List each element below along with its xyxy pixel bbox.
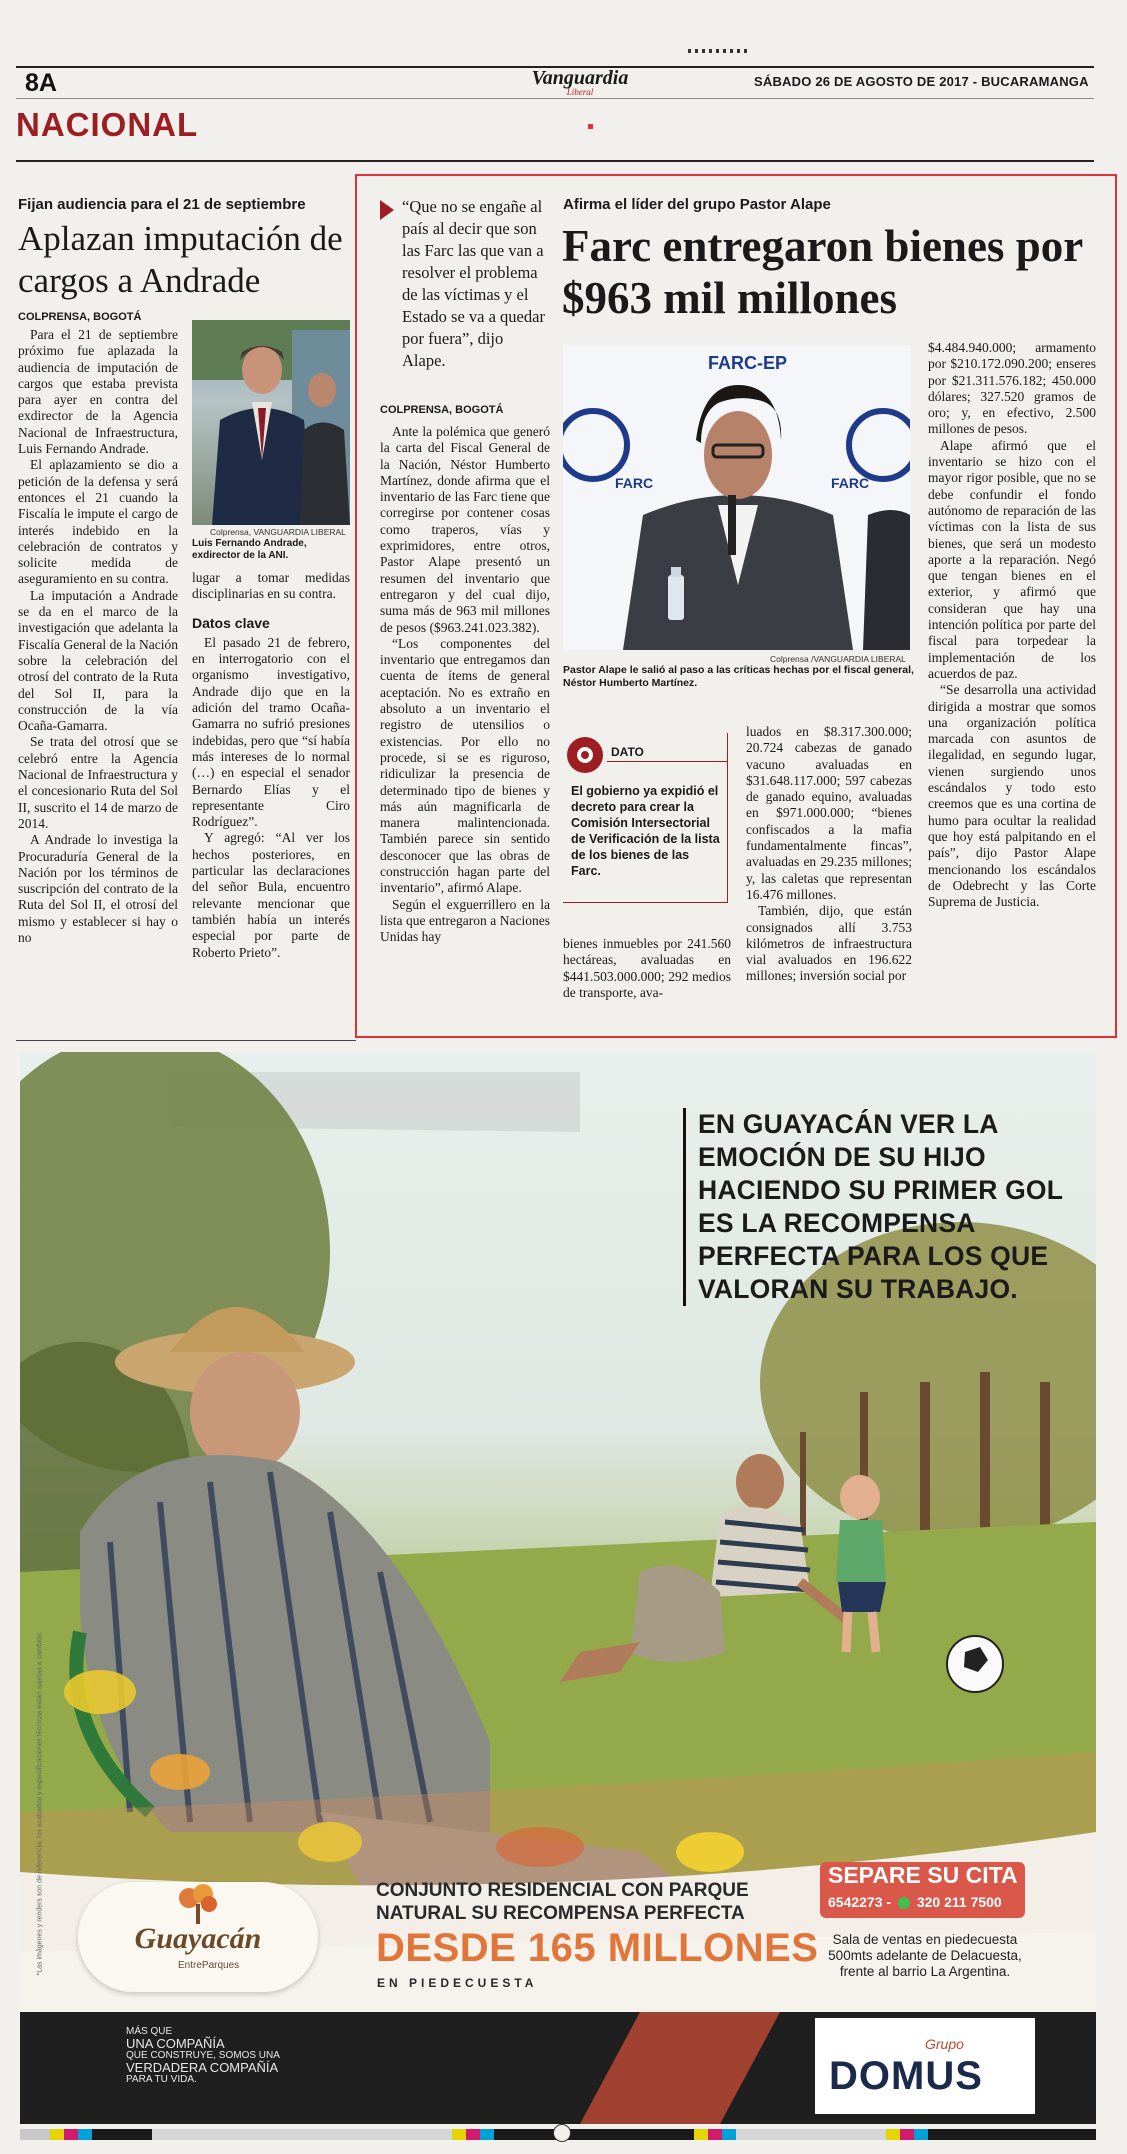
main-column-2-bottom	[563, 936, 731, 1026]
andrade-figure	[192, 320, 350, 525]
main-column-1	[380, 424, 550, 1024]
red-dot	[588, 124, 593, 129]
dato-rule	[607, 761, 727, 762]
pullquote-marker	[380, 200, 394, 220]
left-byline: COLPRENSA, BOGOTÁ	[18, 311, 142, 323]
section-rule	[16, 160, 1094, 162]
paragraph: Y agregó: “Al ver los hechos posteriores, en particular las declaraciones del señor Bula, encuentro relevante mencionar que también había un interés especial por parte de Roberto Prieto”.	[192, 830, 350, 960]
brand-sub: EntreParques	[178, 1960, 240, 1971]
ad-headline-line: VALORAN SU TRABAJO.	[698, 1274, 1018, 1304]
paragraph: A Andrade lo investiga la Procuraduría General de la Nación por los términos de suscripción del contrato de la Ruta del Sol II, el otrosí del mismo y establecer si hay o no	[18, 832, 178, 945]
brand-name: Guayacán	[134, 1922, 262, 1955]
dato-box	[563, 733, 728, 903]
whatsapp-icon	[898, 1897, 910, 1909]
paragraph: luados en $8.317.300.000; 20.724 cabezas de ganado vacuno avaluadas en $31.648.117.000; 597 cabezas de ganado equino, avaluadas en $971.000.000; “bienes confiscados a la mafia fundamentalmente fincas”, avaluadas en 29.235 millones; y, las caletas que representan 16.476 millones.	[746, 724, 912, 902]
domus-name: DOMUS	[829, 2054, 983, 2098]
sales-line: Sala de ventas en piedecuesta	[832, 1932, 1018, 1947]
dato-icon	[567, 737, 603, 773]
company-tagline	[126, 2026, 280, 2086]
tag-line: MÁS QUE	[126, 2026, 173, 2037]
tag-line: VERDADERA COMPAÑÍA	[126, 2060, 279, 2075]
pullquote: “Que no se engañe al país al decir que son las Farc las que van a resolver el problema de las víctimas y el Estado se va a quedar por fuera”, dijo Alape.	[402, 197, 545, 370]
left-column-2	[192, 570, 350, 1030]
photo-logo-right: FARC	[831, 475, 870, 491]
ad-headline-line: EMOCIÓN DE SU HIJO	[698, 1142, 986, 1172]
paragraph: Según el exguerrillero en la lista que entregaron a Naciones Unidas hay	[380, 896, 550, 945]
paragraph: El aplazamiento se dio a petición de la defensa y será entonces el 21 cuando la Fiscalía le impute el cargo de interés indebido en la celebración de contratos y solicite medida de aseguramiento en su contra.	[18, 457, 178, 587]
location: EN PIEDECUESTA	[377, 1976, 538, 1990]
dato-label: DATO	[611, 745, 644, 759]
ad-headline-line: HACIENDO SU PRIMER GOL	[698, 1175, 1064, 1205]
andrade-photo	[192, 320, 350, 525]
paragraph: “Se desarrolla una actividad dirigida a mostrar que somos una organización política marcada con asuntos de ilegalidad, en segundo lugar, vienen surgiendo unos escándalos y todo esto creemos que es una cortina de humo para ocultar la realidad que hoy está palpitando en el país”, dijo Pastor Alape mencionando los escándalos de Odebrecht y las Corte Suprema de Justicia.	[928, 682, 1096, 910]
main-column-4	[928, 340, 1096, 1028]
masthead-logo	[520, 68, 640, 97]
paragraph: Se trata del otrosí que se celebró entre la Agencia Nacional de Infraestructura y el concesionario Ruta del Sol II, suscrito el 14 de marzo de 2014.	[18, 734, 178, 831]
photo-logo-left: FARC	[615, 475, 654, 491]
left-kicker: Fijan audiencia para el 21 de septiembre	[18, 196, 306, 213]
tag-line: UNA COMPAÑÍA	[126, 2036, 225, 2051]
datos-clave-subhead: Datos clave	[192, 614, 270, 631]
photo-banner: FARC-EP	[708, 353, 788, 373]
price: DESDE 165 MILLONES	[376, 1926, 819, 1970]
paragraph: “Los componentes del inventario que entregamos dan cuenta de ítems de general aceptación. No es extraño en absoluto a un inventario el registro de utensilios o existencias. Por ello no procede, si se es riguroso, ridiculizar la presencia de determinado tipo de bienes y más aún magnificarla de manera malintencionada. También parece sin sentido desconocer que las obras de construcción hagan parte del inventario”, afirmó Alape.	[380, 635, 550, 896]
left-photo-credit: Colprensa, VANGUARDIA LIBERAL	[210, 527, 346, 537]
promo-line-2: NATURAL SU RECOMPENSA PERFECTA	[376, 1903, 745, 1924]
ad-headline	[698, 1108, 1063, 1306]
gear-icon	[567, 737, 603, 773]
paragraph: Alape afirmó que el inventario se hizo con el mayor rigor posible, que no se debe confundir el fondo autónomo de reparación de las víctimas con la lista de sus bienes, que será un modesto aporte a la reparación. Negó que tengan bienes en el exterior, y afirmó que consideran que hay una intención política por parte del fiscal para torpedear la implementación de los acuerdos de paz.	[928, 437, 1096, 681]
header-rule-bottom	[16, 98, 1094, 99]
left-headline: Aplazan imputación de cargos a Andrade	[18, 219, 343, 300]
alape-photo	[563, 345, 910, 650]
left-photo-caption: Luis Fernando Andrade, exdirector de la ANI.	[192, 538, 307, 561]
paragraph: El pasado 21 de febrero, en interrogatorio con el organismo investigativo, Andrade dijo que en la adición del tramo Ocaña-Gamarra no sufrió presiones indebidas, pero que “sí había más intereses de lo normal (…) en especial el senador Bernardo Elías y el representante Ciro Rodríguez”.	[192, 634, 350, 830]
phone-number: 6542273 -	[828, 1894, 892, 1910]
tag-line: PARA TU VIDA.	[126, 2074, 197, 2085]
page-number: 8A	[25, 69, 57, 97]
promo-line-1: CONJUNTO RESIDENCIAL CON PARQUE	[376, 1880, 749, 1901]
left-story-bottom-rule	[16, 1040, 356, 1041]
ad-headline-rule	[683, 1108, 686, 1306]
paragraph: lugar a tomar medidas disciplinarias en su contra.	[192, 570, 350, 602]
domus-logo	[815, 2018, 1035, 2114]
ad-headline-line: EN GUAYACÁN VER LA	[698, 1109, 999, 1139]
paragraph: Para el 21 de septiembre próximo fue aplazada la audiencia de imputación de cargos que estaba prevista para ayer en contra del exdirector de la Agencia Nacional de Infraestructura, Luis Fernando Andrade.	[18, 327, 178, 457]
cta-phone	[828, 1894, 1002, 1910]
paragraph: bienes inmuebles por 241.560 hectáreas, avaluadas en $441.503.000.000; 292 medios de transporte, ava-	[563, 936, 731, 1000]
section-label: NACIONAL	[16, 106, 199, 143]
paragraph: También, dijo, que están consignados allí 3.753 kilómetros de infraestructura vial avaluados en 196.622 millones; inversión social por	[746, 903, 912, 984]
main-photo-caption: Pastor Alape le salió al paso a las críticas hechas por el fiscal general, Néstor Humberto Martínez.	[563, 664, 914, 689]
whatsapp-number: 320 211 7500	[916, 1894, 1002, 1910]
tree-icon	[173, 1884, 223, 1924]
main-photo-credit: Colprensa /VANGUARDIA LIBERAL	[770, 654, 906, 664]
paragraph: Ante la polémica que generó la carta del Fiscal General de la Nación, Néstor Humberto Martínez, donde afirma que el inventario de las Farc tiene que corregirse por contener cosas como traperos, vías y exprimidores, entre otros, Pastor Alape presentó un resumen del inventario que entregaron y del cual dijo, suma más de 963 mil millones de pesos ($963.241.023.382).	[380, 424, 550, 635]
cta-label: SEPARE SU CITA	[828, 1862, 1018, 1888]
main-headline: Farc entregaron bienes por $963 mil millones	[562, 221, 1083, 323]
masthead-sub: Liberal	[566, 87, 594, 97]
paragraph: $4.484.940.000; armamento por $210.172.090.200; enseres por $21.311.576.182; 450.000 dólares; 327.520 gramos de oro; y, en efectivo, 2.500 millones de pesos.	[928, 340, 1096, 437]
sales-line: 500mts adelante de Delacuesta,	[828, 1948, 1022, 1963]
guayacan-logo	[78, 1882, 318, 1992]
paragraph: La imputación a Andrade se da en el marco de la investigación que adelanta la Fiscalía General de la Nación sobre la celebración del otrosí del contrato de la Ruta del Sol II, para la construcción de la vía Ocaña-Gamarra.	[18, 587, 178, 734]
dateline: SÁBADO 26 DE AGOSTO DE 2017 - BUCARAMANGA	[754, 74, 1089, 89]
ad-headline-line: ES LA RECOMPENSA	[698, 1208, 976, 1238]
masthead-name: Vanguardia	[531, 67, 629, 89]
registration-crosshair-icon	[553, 2124, 571, 2142]
disclaimer: *Las imágenes y renders son de referencia, los acabados y especificaciones técnicas están sujetas a cambios.	[36, 1631, 44, 1976]
sales-line: frente al barrio La Argentina.	[839, 1964, 1011, 1979]
ad-headline-line: PERFECTA PARA LOS QUE	[698, 1241, 1049, 1271]
main-byline: COLPRENSA, BOGOTÁ	[380, 404, 504, 416]
left-column-1	[18, 327, 178, 1027]
dato-text: El gobierno ya expidió el decreto para crear la Comisión Intersectorial de Verificación de la lista de los bienes de las Farc.	[571, 784, 720, 878]
sales-office	[810, 1932, 1040, 1980]
alape-press-conference	[563, 345, 910, 650]
tag-line: QUE CONSTRUYE, SOMOS UNA	[126, 2050, 280, 2061]
guayacan-ad	[20, 1052, 1096, 2124]
main-kicker: Afirma el líder del grupo Pastor Alape	[563, 196, 831, 213]
main-column-3	[746, 724, 912, 1024]
color-registration-dots	[688, 49, 748, 53]
domus-group: Grupo	[925, 2036, 964, 2052]
